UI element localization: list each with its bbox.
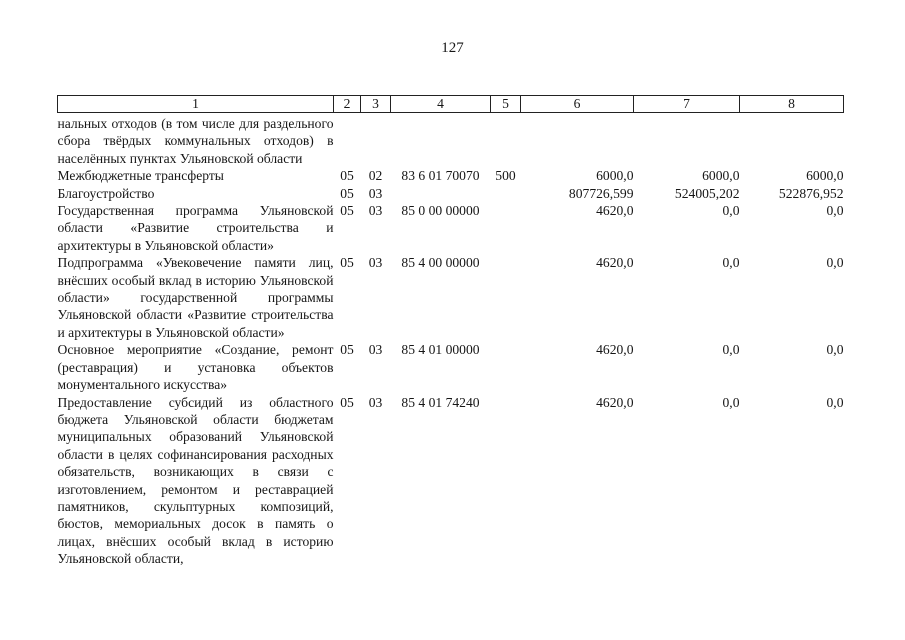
row-vr	[491, 113, 521, 168]
col-header-vr: 5	[491, 96, 521, 113]
row-csr	[391, 185, 491, 202]
row-year3	[740, 113, 844, 168]
row-pr: 03	[368, 342, 383, 358]
row-year1: 807726,599	[568, 185, 634, 201]
table-row	[58, 341, 844, 393]
col-header-pr: 3	[361, 96, 391, 113]
row-csr: 85 4 01 00000	[401, 342, 480, 358]
col-header-rz: 2	[334, 96, 361, 113]
row-name: Государственная программа Ульяновской области «Развитие строительства и архитектуры в Ульяновской области»	[57, 203, 334, 253]
row-rz: 05	[340, 203, 354, 219]
row-year3: 0,0	[826, 203, 844, 219]
row-year2: 0,0	[722, 203, 740, 219]
row-year1: 6000,0	[596, 168, 634, 184]
row-csr: 85 0 00 00000	[401, 203, 480, 219]
row-csr	[391, 113, 491, 168]
row-year2	[634, 113, 740, 168]
row-name: Предоставление субсидий из областного бюджета Ульяновской области бюджетам муниципальных образований Ульяновской области в целях софинансирования расходных обязательств, возникающих в связи с изготовлением, ремонтом и реставрацией памятников, скульптурных композиций, бюстов, мемориальных досок в память о лицах, внёсших особый вклад в историю Ульяновской области,	[57, 394, 334, 567]
row-year3: 0,0	[826, 394, 844, 410]
table-row	[58, 394, 844, 568]
row-vr	[491, 254, 521, 341]
row-name: Основное мероприятие «Создание, ремонт (реставрация) и установка объектов монументального искусства»	[57, 342, 334, 393]
col-header-year1: 6	[521, 96, 634, 113]
row-pr	[361, 113, 391, 168]
row-name: нальных отходов (в том числе для раздельного сбора твёрдых коммунальных отходов) в населённых пунктах Ульяновской области	[57, 116, 334, 166]
table-row	[58, 202, 844, 254]
col-header-year3: 8	[740, 96, 844, 113]
row-year1: 4620,0	[596, 342, 634, 358]
col-header-name: 1	[58, 96, 334, 113]
row-rz: 05	[340, 342, 354, 358]
row-name: Межбюджетные трансферты	[57, 168, 224, 184]
row-rz: 05	[340, 255, 354, 271]
budget-table	[57, 95, 844, 568]
row-csr: 85 4 01 74240	[401, 394, 480, 410]
table-row	[58, 113, 844, 168]
row-year1: 4620,0	[596, 394, 634, 410]
col-header-year2: 7	[634, 96, 740, 113]
row-year1	[521, 113, 634, 168]
row-vr	[491, 341, 521, 393]
row-vr	[491, 202, 521, 254]
row-vr	[491, 185, 521, 202]
row-pr: 03	[368, 255, 383, 271]
row-rz: 05	[340, 168, 354, 184]
table-row	[58, 254, 844, 341]
row-name: Благоустройство	[57, 185, 155, 201]
row-rz	[334, 113, 361, 168]
row-name: Подпрограмма «Увековечение памяти лиц, внёсших особый вклад в историю Ульяновской области» государственной программы Ульяновской области «Развитие строительства и архитектуры в Ульяновской области»	[57, 255, 334, 340]
row-year3: 0,0	[826, 342, 844, 358]
row-rz: 05	[340, 394, 354, 410]
row-year2: 0,0	[722, 394, 740, 410]
row-vr: 500	[495, 168, 516, 184]
col-header-csr: 4	[391, 96, 491, 113]
row-csr: 83 6 01 70070	[401, 168, 480, 184]
row-year2: 0,0	[722, 255, 740, 271]
row-year3: 0,0	[826, 255, 844, 271]
row-year2: 0,0	[722, 342, 740, 358]
row-year1: 4620,0	[596, 203, 634, 219]
row-pr: 03	[368, 394, 383, 410]
table-row	[58, 167, 844, 184]
row-csr: 85 4 00 00000	[401, 255, 480, 271]
page-number: 127	[441, 40, 464, 56]
row-year3: 522876,952	[778, 185, 844, 201]
row-vr	[491, 394, 521, 568]
row-pr: 03	[368, 185, 383, 201]
row-year2: 6000,0	[702, 168, 740, 184]
row-rz: 05	[340, 185, 354, 201]
row-pr: 03	[368, 203, 383, 219]
row-year1: 4620,0	[596, 255, 634, 271]
header-row	[58, 96, 844, 113]
row-year3: 6000,0	[806, 168, 844, 184]
table-row	[58, 185, 844, 202]
row-year2: 524005,202	[674, 185, 740, 201]
row-pr: 02	[368, 168, 383, 184]
